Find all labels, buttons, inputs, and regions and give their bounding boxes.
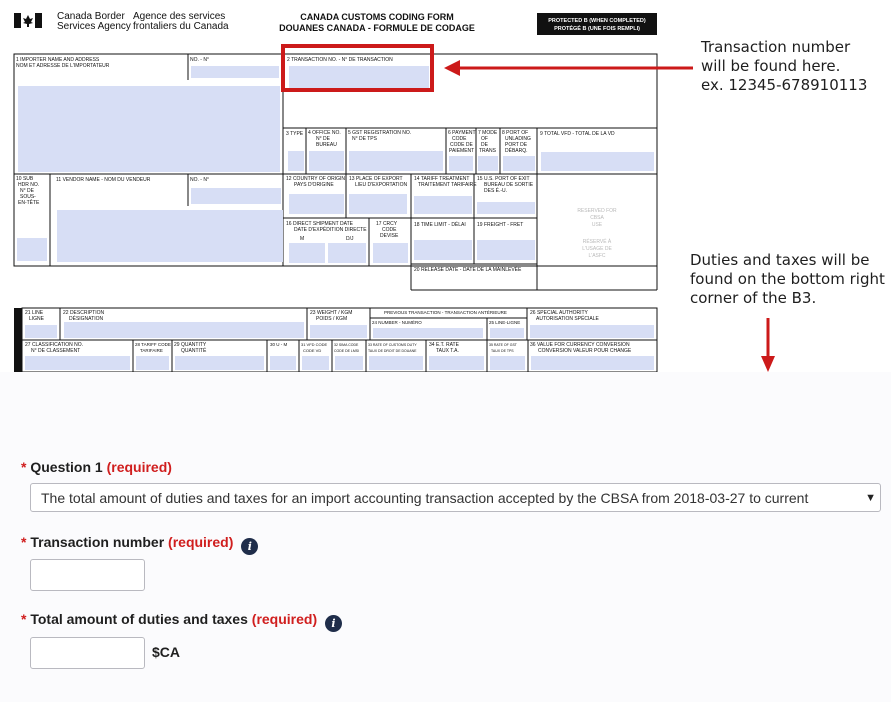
svg-text:UNLADING: UNLADING	[505, 136, 531, 142]
svg-text:22 DESCRIPTION: 22 DESCRIPTION	[63, 310, 105, 316]
svg-text:RÉSERVÉ À: RÉSERVÉ À	[582, 239, 612, 245]
total-amount-required: (required)	[251, 611, 318, 627]
required-star: *	[21, 459, 27, 475]
svg-text:TAUX DE DROIT DE DOUANE: TAUX DE DROIT DE DOUANE	[368, 349, 417, 353]
svg-text:11 VENDOR NAME - NOM DU VENDEU: 11 VENDOR NAME - NOM DU VENDEUR	[56, 177, 151, 183]
total-amount-label	[21, 611, 342, 632]
svg-text:N° DE CLASSEMENT: N° DE CLASSEMENT	[31, 348, 81, 354]
svg-text:EN-TÊTE: EN-TÊTE	[18, 200, 40, 206]
svg-text:8 PORT OF: 8 PORT OF	[502, 130, 529, 136]
svg-text:NO. - N°: NO. - N°	[190, 57, 209, 63]
svg-text:RESERVED FOR: RESERVED FOR	[577, 208, 617, 214]
svg-text:PREVIOUS TRANSACTION - TRANSAC: PREVIOUS TRANSACTION - TRANSACTION ANTÉRIEURE	[384, 310, 507, 315]
canada-flag-icon	[14, 13, 42, 28]
svg-text:19 FREIGHT - FRET: 19 FREIGHT - FRET	[477, 222, 524, 228]
svg-text:25 LINE-LIGNE: 25 LINE-LIGNE	[489, 320, 521, 325]
svg-text:AUTORISATION SPÉCIALE: AUTORISATION SPÉCIALE	[536, 316, 599, 322]
svg-text:TRANS: TRANS	[479, 148, 496, 154]
svg-text:HDR NO.: HDR NO.	[18, 182, 40, 188]
svg-text:18 TIME LIMIT - DÉLAI: 18 TIME LIMIT - DÉLAI	[414, 222, 466, 228]
svg-text:N° DE: N° DE	[20, 188, 34, 194]
agency-en-line1: Canada Border	[57, 11, 125, 22]
svg-text:CONVERSION VALEUR POUR CHANGE: CONVERSION VALEUR POUR CHANGE	[538, 348, 632, 354]
svg-text:10 SUB: 10 SUB	[16, 176, 34, 182]
svg-text:30 U - M: 30 U - M	[270, 342, 288, 347]
svg-text:CODE VD: CODE VD	[303, 348, 322, 353]
agency-en-line2: Services Agency	[57, 21, 131, 32]
question1-label	[21, 459, 172, 475]
svg-text:BUREAU DE SORTIE: BUREAU DE SORTIE	[484, 182, 534, 188]
required-star: *	[21, 611, 27, 627]
svg-text:23 WEIGHT / KGM: 23 WEIGHT / KGM	[310, 310, 353, 316]
svg-text:TRAITEMENT TARIFAIRE: TRAITEMENT TARIFAIRE	[418, 182, 477, 188]
svg-text:TAUX T.A.: TAUX T.A.	[436, 348, 459, 354]
transaction-annotation-line1: Transaction number	[701, 38, 851, 56]
question1-title: Question 1	[30, 459, 103, 475]
svg-text:14 TARIFF TREATMENT: 14 TARIFF TREATMENT	[414, 176, 470, 182]
svg-text:CBSA: CBSA	[590, 215, 604, 221]
transaction-annotation-line2: will be found here.	[701, 57, 841, 75]
currency-unit: $CA	[152, 644, 181, 660]
svg-text:NOM ET ADRESSE DE L'IMPORTATEU: NOM ET ADRESSE DE L'IMPORTATEUR	[16, 63, 110, 69]
transaction-number-label	[21, 534, 258, 555]
svg-text:D/J: D/J	[346, 236, 354, 242]
svg-text:16 DIRECT SHIPMENT DATE: 16 DIRECT SHIPMENT DATE	[286, 221, 353, 227]
required-star: *	[21, 534, 27, 550]
protected-line2: PROTÉGÉ B (UNE FOIS REMPLI)	[554, 26, 640, 32]
svg-text:NO. - N°: NO. - N°	[190, 177, 209, 183]
question1-select[interactable]	[30, 483, 881, 512]
svg-text:PAIEMENT: PAIEMENT	[449, 148, 475, 154]
transaction-number-title: Transaction number	[30, 534, 165, 550]
question1-required: (required)	[106, 459, 172, 475]
svg-text:5 GST REGISTRATION NO.: 5 GST REGISTRATION NO.	[348, 130, 412, 136]
svg-text:15 U.S. PORT OF EXIT: 15 U.S. PORT OF EXIT	[477, 176, 530, 182]
svg-text:DÉSIGNATION: DÉSIGNATION	[69, 316, 104, 322]
form-title-fr: DOUANES CANADA - FORMULE DE CODAGE	[279, 23, 475, 33]
svg-text:USE: USE	[591, 222, 603, 228]
svg-text:L'ASFC: L'ASFC	[588, 253, 606, 259]
svg-text:1 IMPORTER NAME AND ADDRESS: 1 IMPORTER NAME AND ADDRESS	[16, 57, 100, 63]
svg-text:36 VALUE FOR CURRENCY CONVERSI: 36 VALUE FOR CURRENCY CONVERSION	[530, 342, 630, 348]
svg-text:POIDS / KGM: POIDS / KGM	[316, 316, 348, 322]
svg-text:28 TARIFF CODE: 28 TARIFF CODE	[135, 342, 171, 347]
total-amount-input[interactable]	[30, 637, 145, 669]
svg-text:TARIFAIRE: TARIFAIRE	[140, 348, 163, 353]
svg-text:13 PLACE OF EXPORT: 13 PLACE OF EXPORT	[349, 176, 403, 182]
svg-text:27 CLASSIFICATION NO.: 27 CLASSIFICATION NO.	[25, 342, 83, 348]
svg-text:DEVISE: DEVISE	[380, 233, 399, 239]
agency-fr-line2: frontaliers du Canada	[133, 21, 229, 32]
svg-text:31 VFD CODE: 31 VFD CODE	[301, 342, 328, 347]
svg-text:4 OFFICE NO.: 4 OFFICE NO.	[308, 130, 341, 136]
svg-text:20 RELEASE DATE - DATE DE LA M: 20 RELEASE DATE - DATE DE LA MAINLEVÉE	[414, 267, 522, 273]
duties-annotation-line3: corner of the B3.	[690, 289, 817, 307]
svg-text:LIGNE: LIGNE	[29, 316, 45, 322]
svg-text:BUREAU: BUREAU	[316, 142, 337, 148]
svg-text:DATE D'EXPÉDITION DIRECTE: DATE D'EXPÉDITION DIRECTE	[294, 227, 367, 233]
svg-text:PORT DE: PORT DE	[505, 142, 528, 148]
svg-text:OF: OF	[481, 136, 488, 142]
transaction-annotation	[701, 38, 867, 95]
svg-text:QUANTITÉ: QUANTITÉ	[181, 348, 207, 354]
svg-text:2 TRANSACTION NO. - N° DE TRAN: 2 TRANSACTION NO. - N° DE TRANSACTION	[287, 57, 393, 63]
svg-text:LIEU D'EXPORTATION: LIEU D'EXPORTATION	[355, 182, 408, 188]
svg-text:7 MODE: 7 MODE	[478, 130, 498, 136]
svg-text:34 E.T. RATE: 34 E.T. RATE	[429, 342, 459, 348]
svg-text:TAUX DE TPS: TAUX DE TPS	[491, 349, 514, 353]
arrow-down-icon	[761, 318, 775, 372]
duties-annotation	[690, 251, 885, 308]
duties-annotation-line2: found on the bottom right	[690, 270, 885, 288]
svg-text:24 NUMBER - NUMÉRO: 24 NUMBER - NUMÉRO	[372, 320, 422, 325]
info-icon[interactable]: i	[325, 615, 342, 632]
svg-text:DE: DE	[481, 142, 488, 148]
svg-text:L'USAGE DE: L'USAGE DE	[582, 246, 612, 252]
svg-text:SOUS-: SOUS-	[20, 194, 36, 200]
transaction-number-required: (required)	[168, 534, 234, 550]
svg-text:35 RATE OF GST: 35 RATE OF GST	[489, 343, 517, 347]
svg-text:DÉBARQ.: DÉBARQ.	[505, 148, 528, 154]
form-field-fills	[17, 66, 654, 263]
arrow-left-icon	[444, 60, 693, 76]
svg-text:6 PAYMENT: 6 PAYMENT	[448, 130, 476, 136]
svg-text:17 CRCY: 17 CRCY	[376, 221, 398, 227]
svg-text:9 TOTAL VFD - TOTAL DE LA VD: 9 TOTAL VFD - TOTAL DE LA VD	[540, 131, 615, 137]
svg-text:PAYS D'ORIGINE: PAYS D'ORIGINE	[294, 182, 334, 188]
svg-text:CODE DE: CODE DE	[450, 142, 473, 148]
duties-annotation-line1: Duties and taxes will be	[690, 251, 870, 269]
total-amount-title: Total amount of duties and taxes	[30, 611, 248, 627]
form-title-en: CANADA CUSTOMS CODING FORM	[300, 12, 454, 22]
svg-text:26 SPECIAL AUTHORITY: 26 SPECIAL AUTHORITY	[530, 310, 588, 316]
svg-text:CODE DE LMSI: CODE DE LMSI	[334, 349, 360, 353]
transaction-annotation-line3: ex. 12345-678910113	[701, 76, 868, 94]
question1-selected-value: The total amount of duties and taxes for an import accounting transaction accepted by the CBSA from 2018-03-27 to current	[41, 490, 809, 506]
protected-line1: PROTECTED B (WHEN COMPLETED)	[548, 18, 646, 24]
chevron-down-icon: ▼	[865, 492, 876, 504]
svg-text:CODE: CODE	[382, 227, 397, 233]
svg-text:DES É.-U.: DES É.-U.	[484, 188, 508, 194]
svg-text:CODE: CODE	[452, 136, 467, 142]
info-icon[interactable]: i	[241, 538, 258, 555]
svg-text:N° DE: N° DE	[316, 136, 330, 142]
transaction-number-input[interactable]	[30, 559, 145, 591]
svg-text:M: M	[300, 236, 305, 242]
svg-text:3 TYPE: 3 TYPE	[286, 131, 304, 137]
agency-fr-line1: Agence des services	[133, 11, 226, 22]
svg-text:N° DE TPS: N° DE TPS	[352, 136, 377, 142]
svg-text:21 LINE: 21 LINE	[25, 310, 44, 316]
svg-text:29 QUANTITY: 29 QUANTITY	[174, 342, 207, 348]
svg-text:32 SIMA CODE: 32 SIMA CODE	[334, 343, 359, 347]
svg-text:12 COUNTRY OF ORIGIN: 12 COUNTRY OF ORIGIN	[286, 176, 345, 182]
svg-text:33 RATE OF CUSTOMS DUTY: 33 RATE OF CUSTOMS DUTY	[368, 343, 417, 347]
